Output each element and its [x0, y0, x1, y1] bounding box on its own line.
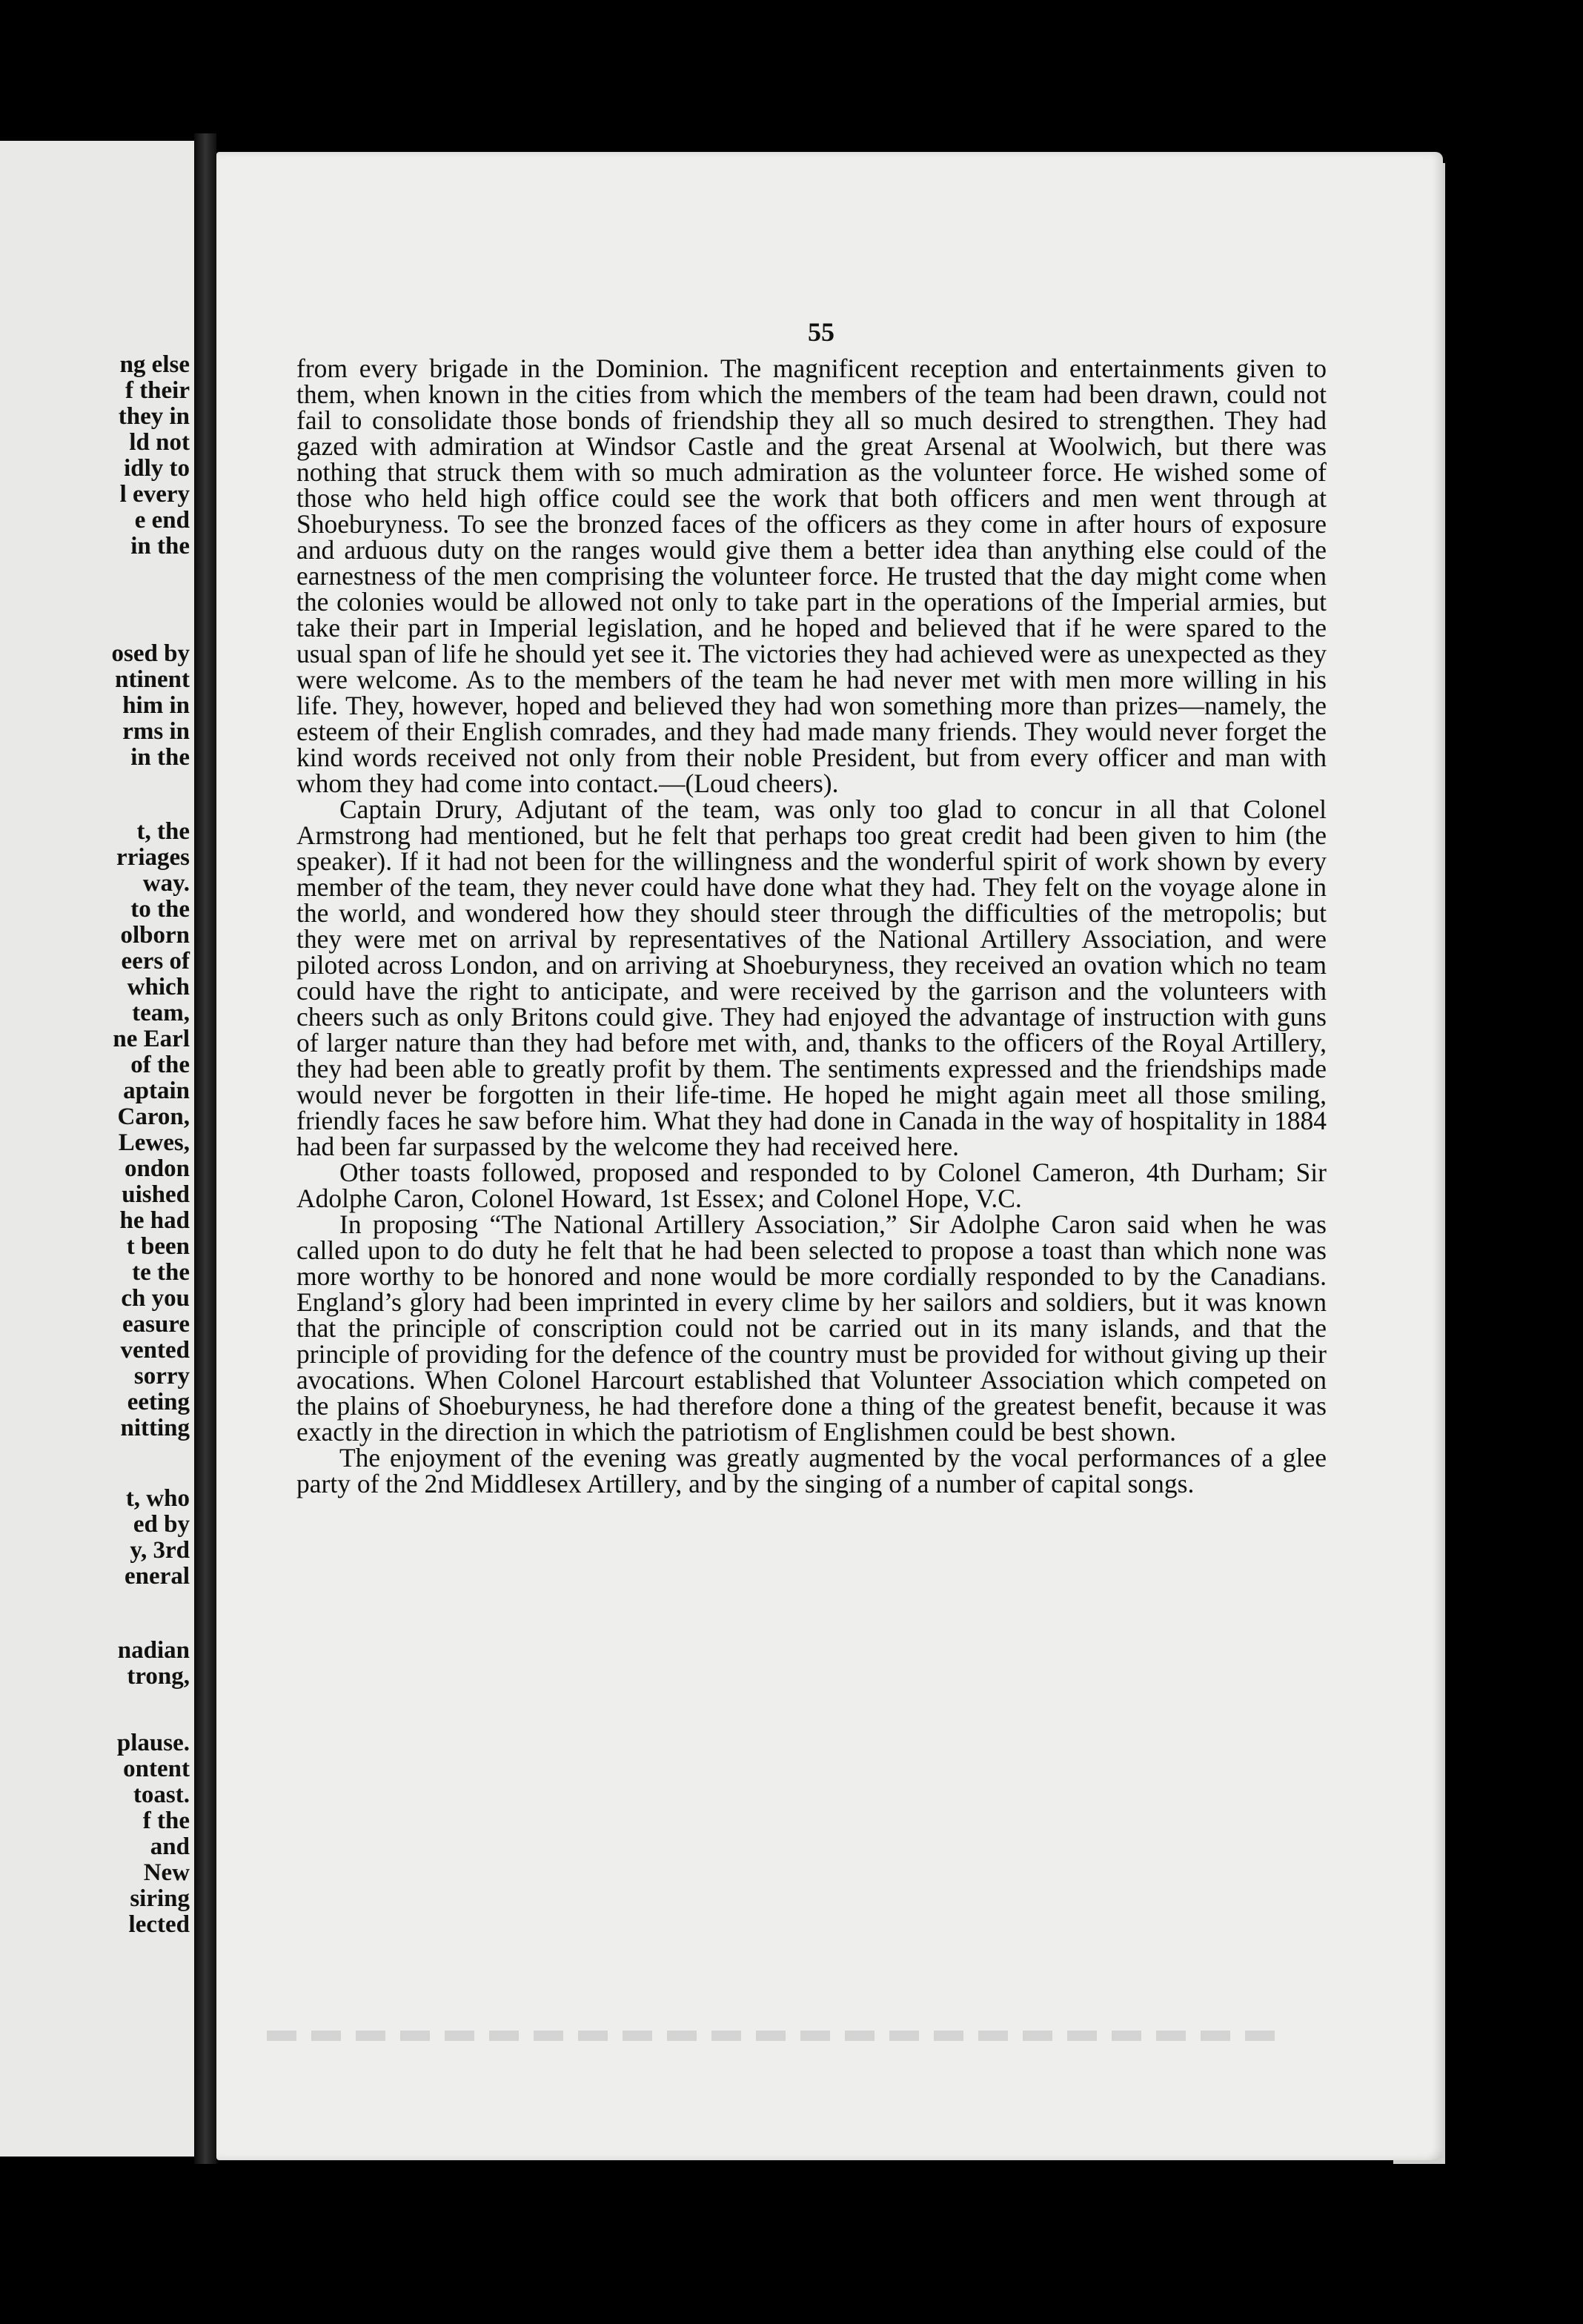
facing-line: osed by — [111, 640, 190, 667]
facing-line: sorry — [133, 1363, 190, 1390]
bleed-through-smudge — [267, 2031, 1290, 2041]
facing-line: which — [127, 974, 190, 1000]
facing-line: uished — [122, 1181, 190, 1208]
facing-line: siring — [130, 1885, 190, 1912]
facing-line: plause. — [116, 1730, 190, 1756]
facing-line: Caron, — [117, 1103, 190, 1130]
facing-line: way. — [142, 870, 190, 897]
facing-line: t, the — [136, 818, 190, 845]
facing-line: eeting — [127, 1389, 190, 1415]
facing-line: eneral — [125, 1563, 190, 1590]
paragraph: In proposing “The National Artillery Association,” Sir Adolphe Caron said when he was called upon to do duty he felt that he had been selected to propose a toast than which none was more worthy to be honored and none would be more cordially responded to by the Canadians. England’s glory had been imprinted in every clime by her sailors and soldiers, but it was known that the principle of conscription could not be carried out in its many islands, and that the principle of providing for the defence of the country must be provided for without giving up their avocations. When Colonel Harcourt established that Volunteer Association which competed on the plains of Shoeburyness, he had therefore done a thing of the greatest benefit, because it was exactly in the direction in which the patriotism of Englishmen could be best shown. — [296, 1209, 1327, 1447]
facing-line: rms in — [122, 718, 190, 745]
facing-line: rriages — [116, 844, 190, 871]
facing-line: New — [143, 1859, 190, 1886]
facing-line: ntinent — [115, 666, 190, 693]
facing-line: olborn — [120, 922, 190, 949]
paragraph: Captain Drury, Adjutant of the team, was only too glad to concur in all that Colonel Armstrong had mentioned, but he felt that perhaps too great credit had been given to him (the speaker). If it had not been for the willingness and the wonderful spirit of work shown by every member of the team, they never could have done what they had. They felt on the voyage alone in the world, and wondered how they should steer through the difficulties of the metropolis; but they were met on arrival by representatives of the National Artillery Association, and were piloted across London, and on arriving at Shoeburyness, they received an ovation which no team could have the right to anticipate, and were received by the garrison and the volunteers with cheers such as only Britons could give. They had enjoyed the advantage of instruction with guns of larger nature than they had before met with, and, thanks to the officers of the Royal Artillery, they had been able to greatly profit by them. The sentiments expressed and the friendships made would never be forgotten in their life-time. He hoped he might again meet all those smiling, friendly faces he saw before him. What they had done in Canada in the way of hospitality in 1884 had been far surpassed by the welcome they had received here. — [296, 794, 1327, 1161]
facing-line: he had — [119, 1207, 190, 1234]
paragraph: Other toasts followed, proposed and responded to by Colonel Cameron, 4th Durham; Sir Adolphe Caron, Colonel Howard, 1st Essex; and Colonel Hope, V.C. — [296, 1158, 1327, 1213]
paragraph: from every brigade in the Dominion. The magnificent reception and entertainments given to them, when known in the cities from which the members of the team had been drawn, could not fail to consolidate those bonds of friendship they all so much desired to strengthen. They had gazed with admiration at Windsor Castle and the great Arsenal at Woolwich, but there was nothing that struck them with so much admiration as the volunteer force. He wished some of those who held high office could see the work that both officers and men went through at Shoeburyness. To see the bronzed faces of the officers as they come in after hours of exposure and arduous duty on the ranges would give them a better idea than anything else could of the earnestness of the men comprising the volunteer force. He trusted that the day might come when the colonies would be allowed not only to take part in the operations of the Imperial armies, but take their part in Imperial legislation, and he hoped and believed that if he were spared to the usual span of life he should yet see it. The victories they had achieved were as unexpected as they were welcome. As to the members of the team he had never met with men more willing in his life. They, however, hoped and believed they had won something more than prizes—namely, the esteem of their English comrades, and they had made many friends. They would never forget the kind words received not only from their noble President, but from every officer and man with whom they had come into contact.—(Loud cheers). — [296, 353, 1327, 798]
facing-line: t, who — [125, 1485, 190, 1512]
facing-line: trong, — [127, 1663, 190, 1690]
facing-line: team, — [132, 1000, 190, 1026]
facing-line: vented — [120, 1337, 190, 1364]
facing-line: ld not — [129, 429, 190, 456]
facing-line: in the — [130, 744, 190, 771]
facing-line: easure — [122, 1311, 190, 1338]
facing-page-fragment — [0, 141, 200, 2157]
facing-line: ch you — [121, 1285, 190, 1312]
facing-line: f their — [125, 377, 190, 404]
facing-line: of the — [130, 1052, 190, 1078]
facing-line: toast. — [133, 1782, 190, 1808]
facing-line: te the — [132, 1259, 190, 1286]
facing-line: they in — [118, 403, 190, 430]
facing-line: y, 3rd — [130, 1537, 190, 1564]
facing-line: f the — [142, 1807, 190, 1834]
facing-line: ed by — [133, 1511, 190, 1538]
facing-line: him in — [122, 692, 190, 719]
facing-line: eers of — [121, 948, 190, 975]
facing-line: l every — [119, 481, 190, 508]
facing-line: ne Earl — [113, 1026, 190, 1052]
facing-line: lected — [128, 1911, 190, 1938]
facing-line: Lewes, — [118, 1129, 190, 1156]
facing-line: e end — [134, 507, 190, 534]
facing-line: ng else — [119, 351, 190, 378]
facing-line: and — [150, 1833, 190, 1860]
facing-line: nadian — [117, 1637, 190, 1664]
body-text — [296, 353, 1327, 1498]
paragraph: The enjoyment of the evening was greatly augmented by the vocal performances of a glee party of the 2nd Middlesex Artillery, and by the singing of a number of capital songs. — [296, 1443, 1327, 1498]
book-gutter — [194, 133, 216, 2164]
facing-line: idly to — [124, 455, 190, 482]
page-number: 55 — [808, 317, 834, 347]
facing-line: ondon — [124, 1155, 190, 1182]
facing-line: t been — [126, 1233, 190, 1260]
facing-line: to the — [130, 896, 190, 923]
facing-line: ontent — [123, 1756, 190, 1782]
facing-line: aptain — [123, 1078, 190, 1104]
facing-line: in the — [130, 533, 190, 560]
facing-line: nitting — [120, 1415, 190, 1441]
